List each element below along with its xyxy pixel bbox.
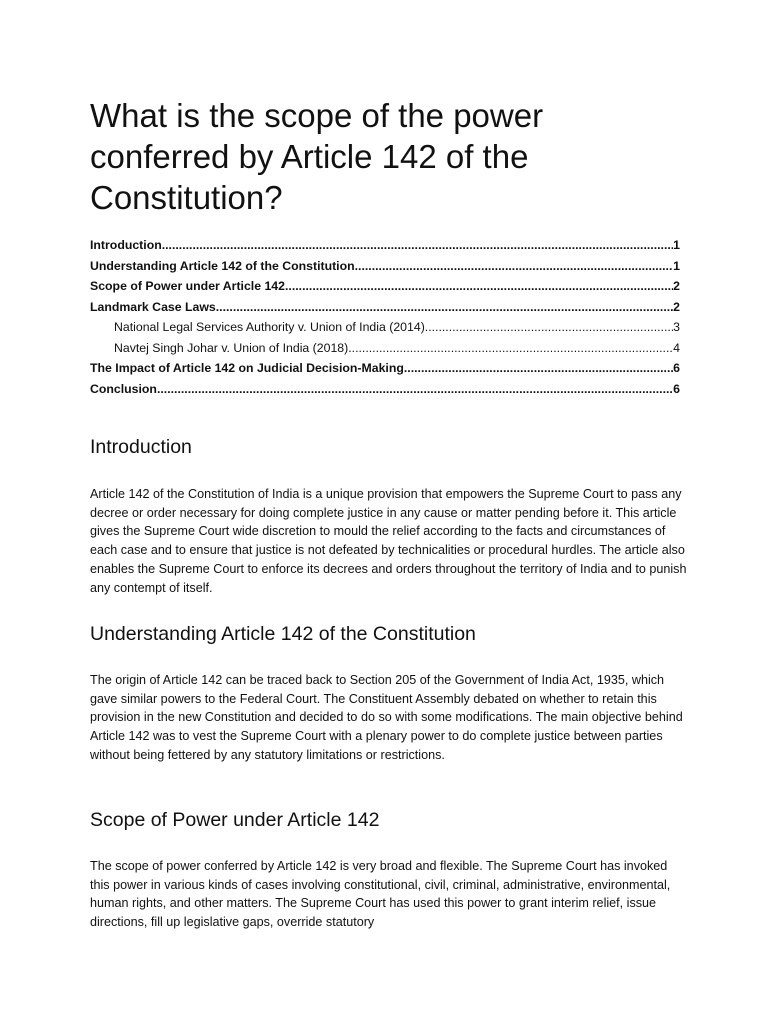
toc-entry-page: 2 — [673, 299, 680, 314]
section-body-introduction: Article 142 of the Constitution of India is a unique provision that empowers the Supreme Court to pass any decree or order necessary for doing complete justice in any cause or matter pending before it. This article gives the Supreme Court wide discretion to mould the relief according to the facts and circumstances of each case and to ensure that justice is not defeated by technicalities or procedural hurdles. The article also enables the Supreme Court to enforce its decrees and orders throughout the territory of India and to punish any contempt of itself. — [90, 487, 687, 595]
table-of-contents — [90, 235, 680, 399]
toc-entry-label: National Legal Services Authority v. Union of India (2014) — [114, 320, 425, 334]
toc-entry-label: Scope of Power under Article 142 — [90, 279, 285, 293]
toc-entry[interactable] — [90, 358, 680, 379]
toc-entry-label: Landmark Case Laws — [90, 299, 216, 314]
toc-entry[interactable] — [90, 276, 680, 297]
toc-leader-dots — [425, 317, 673, 338]
toc-leader-dots — [285, 276, 673, 297]
toc-leader-dots — [162, 235, 673, 256]
toc-entry-label: Understanding Article 142 of the Constitution — [90, 258, 355, 273]
toc-entry-page: 6 — [673, 361, 680, 375]
toc-entry-page: 1 — [673, 258, 680, 273]
toc-entry-page: 4 — [673, 340, 680, 355]
toc-entry-label: Introduction — [90, 238, 162, 252]
toc-leader-dots — [355, 256, 674, 277]
section-heading-scope: Scope of Power under Article 142 — [90, 809, 380, 831]
toc-entry-page: 1 — [673, 238, 680, 252]
toc-entry[interactable] — [90, 297, 680, 318]
toc-entry-page: 2 — [673, 279, 680, 293]
toc-leader-dots — [348, 338, 673, 359]
toc-entry-page: 6 — [673, 381, 680, 396]
section-heading-introduction: Introduction — [90, 436, 192, 458]
toc-entry-page: 3 — [673, 320, 680, 334]
toc-entry-label: The Impact of Article 142 on Judicial Decision-Making — [90, 361, 404, 375]
toc-leader-dots — [404, 358, 673, 379]
toc-entry[interactable] — [90, 379, 680, 400]
document-title: What is the scope of the power conferred by Article 142 of the Constitution? — [90, 97, 544, 216]
toc-subentry[interactable] — [90, 317, 680, 338]
section-heading-understanding: Understanding Article 142 of the Constitution — [90, 623, 476, 645]
toc-entry-label: Navtej Singh Johar v. Union of India (2018) — [114, 340, 349, 355]
toc-entry-label: Conclusion — [90, 381, 157, 396]
toc-leader-dots — [216, 297, 673, 318]
toc-subentry[interactable] — [90, 338, 680, 359]
toc-entry[interactable] — [90, 235, 680, 256]
toc-entry[interactable] — [90, 256, 680, 277]
section-body-scope: The scope of power conferred by Article 142 is very broad and flexible. The Supreme Court has invoked this power in various kinds of cases involving constitutional, civil, criminal, administrative, environmental, human rights, and other matters. The Supreme Court has used this power to grant interim relief, issue directions, fill up legislative gaps, override statutory — [90, 859, 671, 930]
section-body-understanding: The origin of Article 142 can be traced back to Section 205 of the Government of India Act, 1935, which gave similar powers to the Federal Court. The Constituent Assembly debated on whether to retain this provision in the new Constitution and decided to do so with some modifications. The main objective behind Article 142 was to vest the Supreme Court with a plenary power to do complete justice between parties without being fettered by any statutory limitations or restrictions. — [90, 673, 683, 762]
toc-leader-dots — [157, 379, 673, 400]
